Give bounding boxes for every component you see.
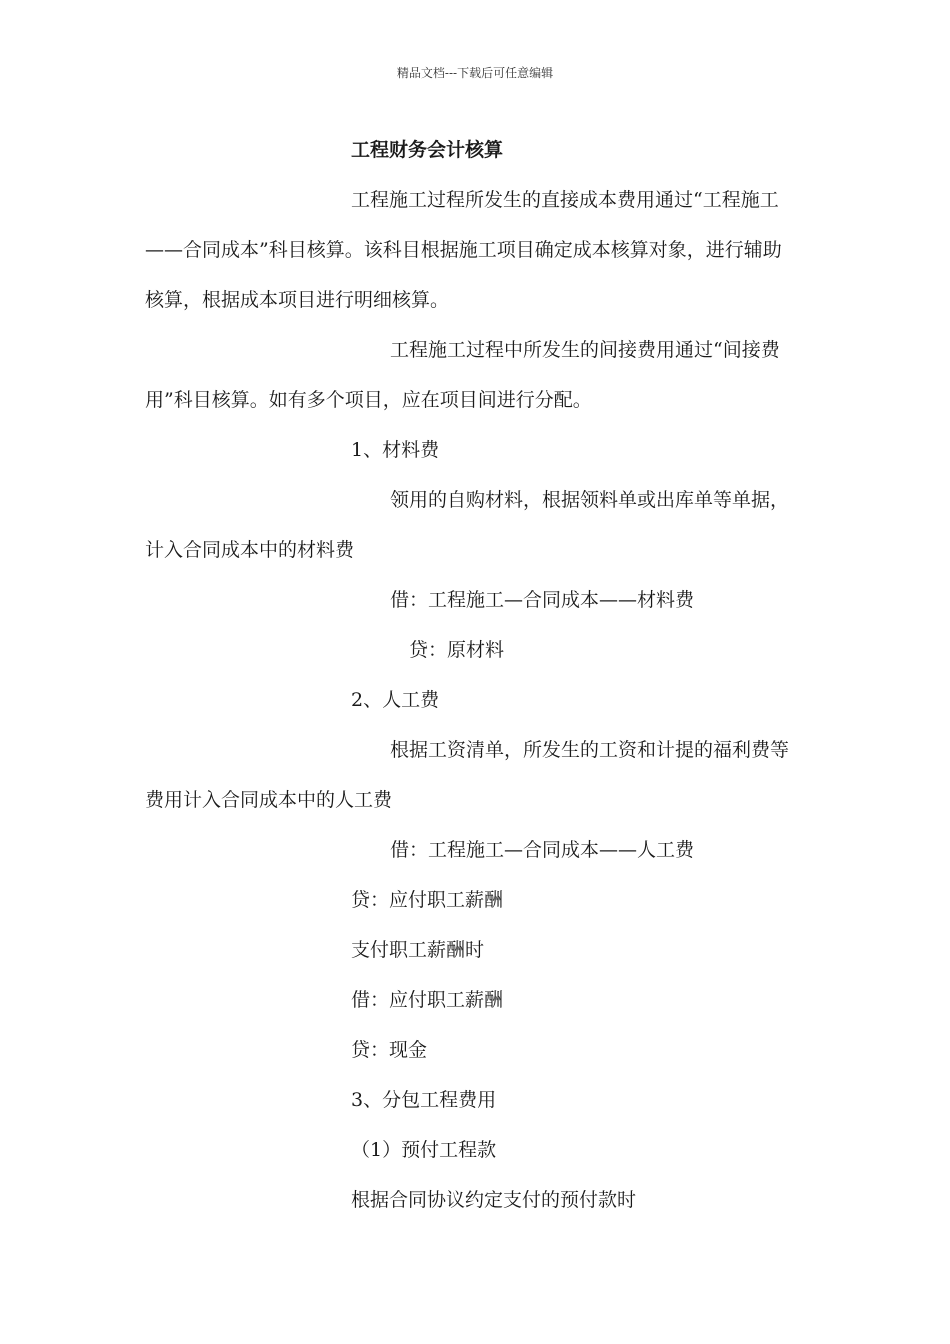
journal-debit: 借：工程施工—合同成本——人工费 (390, 839, 695, 861)
document-title: 工程财务会计核算 (351, 139, 504, 161)
journal-credit: 贷：现金 (351, 1039, 428, 1061)
page-header: 精品文档---下载后可任意编辑 (396, 66, 554, 80)
paragraph-line: ——合同成本”科目核算。该科目根据施工项目确定成本核算对象，进行辅助 (145, 239, 782, 261)
paragraph-line: 工程施工过程中所发生的间接费用通过“间接费 (390, 339, 780, 361)
paragraph-line: 根据合同协议约定支付的预付款时 (351, 1189, 637, 1211)
paragraph-line: 核算，根据成本项目进行明细核算。 (145, 289, 450, 311)
journal-debit: 借：应付职工薪酬 (351, 989, 504, 1011)
subsection-heading: （1）预付工程款 (351, 1139, 497, 1161)
paragraph-line: 领用的自购材料，根据领料单或出库单等单据， (390, 489, 790, 511)
paragraph-line: 工程施工过程所发生的直接成本费用通过“工程施工 (351, 189, 779, 211)
paragraph-line: 计入合同成本中的材料费 (145, 539, 355, 561)
journal-credit: 贷：应付职工薪酬 (351, 889, 504, 911)
paragraph-line: 支付职工薪酬时 (351, 939, 485, 961)
paragraph-line: 费用计入合同成本中的人工费 (145, 789, 393, 811)
paragraph-line: 用”科目核算。如有多个项目，应在项目间进行分配。 (145, 389, 592, 411)
section-heading: 3、分包工程费用 (351, 1089, 497, 1111)
journal-debit: 借：工程施工—合同成本——材料费 (390, 589, 695, 611)
section-heading: 2、人工费 (351, 689, 440, 711)
section-heading: 1、材料费 (351, 439, 440, 461)
journal-credit: 贷：原材料 (409, 639, 505, 661)
paragraph-line: 根据工资清单，所发生的工资和计提的福利费等 (390, 739, 790, 761)
